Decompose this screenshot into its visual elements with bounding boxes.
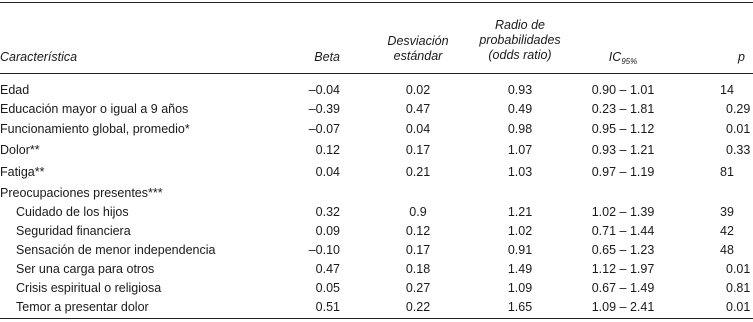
cell-desviacion: 0.27 [405,281,431,295]
cell-beta: 0.12 [315,143,340,157]
cell-odds-ratio: 0.98 [507,122,533,136]
cell-odds-ratio: 1.65 [507,300,533,314]
header-p: p [738,50,745,64]
row-label: Edad [0,83,30,97]
cell-desviacion: 0.22 [405,300,431,314]
table-row [0,81,753,100]
cell-beta: 0.05 [315,281,340,295]
cell-ic: 0.65 – 1.23 [591,243,655,257]
cell-odds-ratio: 1.49 [507,262,533,276]
table-row [0,163,753,182]
header-rule [0,73,753,74]
cell-beta: –0.39 [308,102,340,116]
table-row [0,241,753,260]
cell-odds-ratio: 1.02 [507,224,533,238]
table-row [0,141,753,160]
row-label: Seguridad financiera [16,224,131,238]
cell-beta: 0.51 [315,300,340,314]
cell-odds-ratio: 1.21 [507,205,533,219]
header-beta: Beta [314,50,340,64]
cell-p: 0.29 [726,102,751,116]
cell-beta: 0.09 [315,224,340,238]
header-odds-ratio: Radio de probabilidades (odds ratio) [479,18,561,62]
cell-p: 0.01 [726,122,751,136]
cell-odds-ratio: 0.93 [507,83,533,97]
cell-beta: 0.47 [315,262,340,276]
cell-odds-ratio: 1.03 [507,165,533,179]
table-row [0,203,753,222]
cell-p: 81 [720,165,734,179]
cell-beta: 0.32 [315,205,340,219]
cell-beta: –0.04 [308,83,340,97]
cell-desviacion: 0.18 [405,262,431,276]
header-desviacion: Desviación estándar [387,34,449,63]
cell-ic: 1.12 – 1.97 [591,262,655,276]
cell-ic: 1.09 – 2.41 [591,300,655,314]
table-row [0,100,753,119]
cell-beta: –0.10 [308,243,340,257]
cell-desviacion: 0.17 [405,143,431,157]
row-label: Sensación de menor independencia [16,243,216,257]
cell-desviacion: 0.21 [405,165,431,179]
cell-ic: 1.02 – 1.39 [591,205,655,219]
header-ic: $IC_{95\%}$ [608,50,638,66]
cell-ic: 0.23 – 1.81 [591,102,655,116]
cell-odds-ratio: 1.07 [507,143,533,157]
cell-p: 0.01 [726,262,751,276]
cell-desviacion: 0.02 [405,83,431,97]
table-row [0,222,753,241]
cell-ic: 0.97 – 1.19 [591,165,655,179]
cell-ic: 0.71 – 1.44 [591,224,655,238]
table-row [0,260,753,279]
cell-desviacion: 0.9 [409,205,427,219]
row-label: Fatiga** [0,165,45,179]
group-label: Preocupaciones presentes*** [0,186,163,200]
cell-ic: 0.90 – 1.01 [591,83,655,97]
row-label: Funcionamiento global, promedio* [0,122,190,136]
cell-p: 39 [720,205,734,219]
row-label: Dolor** [0,143,40,157]
cell-p: 14 [720,83,734,97]
cell-beta: 0.04 [315,165,340,179]
cell-p: 0.81 [726,281,751,295]
header-caracteristica: Característica [0,50,78,64]
row-label: Cuidado de los hijos [16,205,129,219]
cell-desviacion: 0.47 [405,102,431,116]
cell-p: 42 [720,224,734,238]
row-label: Crisis espiritual o religiosa [16,281,162,295]
cell-odds-ratio: 1.09 [507,281,533,295]
table-row [0,298,753,317]
row-label: Ser una carga para otros [16,262,155,276]
row-label: Educación mayor o igual a 9 años [0,102,189,116]
cell-desviacion: 0.12 [405,224,431,238]
cell-odds-ratio: 0.49 [507,102,533,116]
table-bottom-rule [0,318,753,319]
cell-ic: 0.93 – 1.21 [591,143,655,157]
cell-odds-ratio: 0.91 [507,243,533,257]
table-row [0,120,753,139]
row-label: Temor a presentar dolor [16,300,149,314]
table-top-rule [0,2,753,3]
cell-desviacion: 0.04 [405,122,431,136]
table-row [0,279,753,298]
cell-beta: –0.07 [308,122,340,136]
cell-desviacion: 0.17 [405,243,431,257]
cell-p: 48 [720,243,734,257]
cell-ic: 0.67 – 1.49 [591,281,655,295]
cell-p: 0.01 [726,300,751,314]
table-row-group [0,184,753,203]
cell-p: 0.33 [726,143,751,157]
cell-ic: 0.95 – 1.12 [591,122,655,136]
